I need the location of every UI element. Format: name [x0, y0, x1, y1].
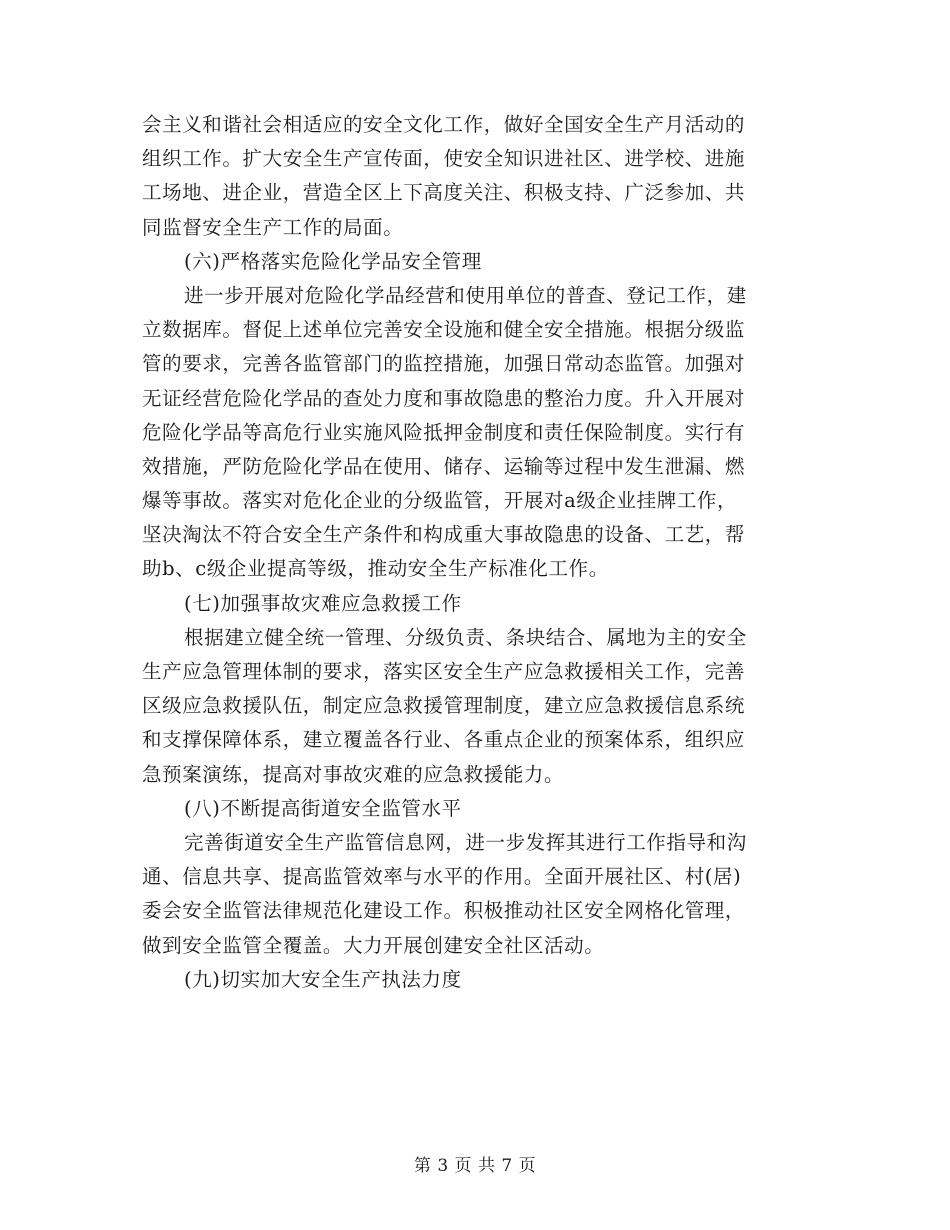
text-line: 组织工作。扩大安全生产宣传面，使安全知识进社区、进学校、进施	[142, 147, 746, 171]
text-line: 无证经营危险化学品的查处力度和事故隐患的整治力度。升入开展对	[142, 386, 746, 410]
text-line: 急预案演练，提高对事故灾难的应急救援能力。	[142, 762, 565, 786]
text-line: 生产应急管理体制的要求，落实区安全生产应急救援相关工作，完善	[142, 660, 746, 683]
text-line: 坚决淘汰不符合安全生产条件和构成重大事故隐患的设备、工艺，帮	[142, 523, 746, 547]
paragraph-start-line: (八)不断提高街道安全监管水平	[184, 796, 462, 820]
paragraph-start-line: (七)加强事故灾难应急救援工作	[184, 591, 462, 615]
text-line: 立数据库。督促上述单位完善安全设施和健全安全措施。根据分级监	[142, 318, 746, 342]
text-line: 和支撑保障体系，建立覆盖各行业、各重点企业的预案体系，组织应	[142, 728, 746, 752]
text-line: 区级应急救援队伍，制定应急救援管理制度，建立应急救援信息系统	[142, 694, 746, 718]
paragraph-start-line: 完善街道安全生产监管信息网，进一步发挥其进行工作指导和沟	[184, 830, 747, 854]
text-line: 委会安全监管法律规范化建设工作。积极推动社区安全网格化管理，	[142, 899, 746, 923]
text-line: 同监督安全生产工作的局面。	[142, 215, 404, 239]
text-line: 会主义和谐社会相适应的安全文化工作，做好全国安全生产月活动的	[142, 113, 746, 136]
text-line: 通、信息共享、提高监管效率与水平的作用。全面开展社区、村(居)	[142, 865, 742, 889]
text-line: 助b、c级企业提高等级，推动安全生产标准化工作。	[142, 557, 609, 581]
page-footer: 第 3 页 共 7 页	[413, 1156, 537, 1176]
paragraph-start-line: (六)严格落实危险化学品安全管理	[184, 249, 482, 273]
text-line: 工场地、进企业，营造全区上下高度关注、积极支持、广泛参加、共	[142, 181, 746, 205]
text-line: 爆等事故。落实对危化企业的分级监管，开展对a级企业挂牌工作，	[142, 489, 738, 513]
paragraph-start-line: 根据建立健全统一管理、分级负责、条块结合、属地为主的安全	[184, 625, 747, 649]
text-line: 危险化学品等高危行业实施风险抵押金制度和责任保险制度。实行有	[142, 420, 746, 444]
paragraph-start-line: (九)切实加大安全生产执法力度	[184, 967, 462, 991]
text-line: 做到安全监管全覆盖。大力开展创建安全社区活动。	[142, 933, 605, 957]
text-line: 管的要求，完善各监管部门的监控措施，加强日常动态监管。加强对	[142, 352, 746, 376]
text-line: 效措施，严防危险化学品在使用、储存、运输等过程中发生泄漏、燃	[142, 454, 746, 478]
paragraph-start-line: 进一步开展对危险化学品经营和使用单位的普查、登记工作，建	[184, 283, 747, 307]
body-text	[142, 108, 810, 997]
